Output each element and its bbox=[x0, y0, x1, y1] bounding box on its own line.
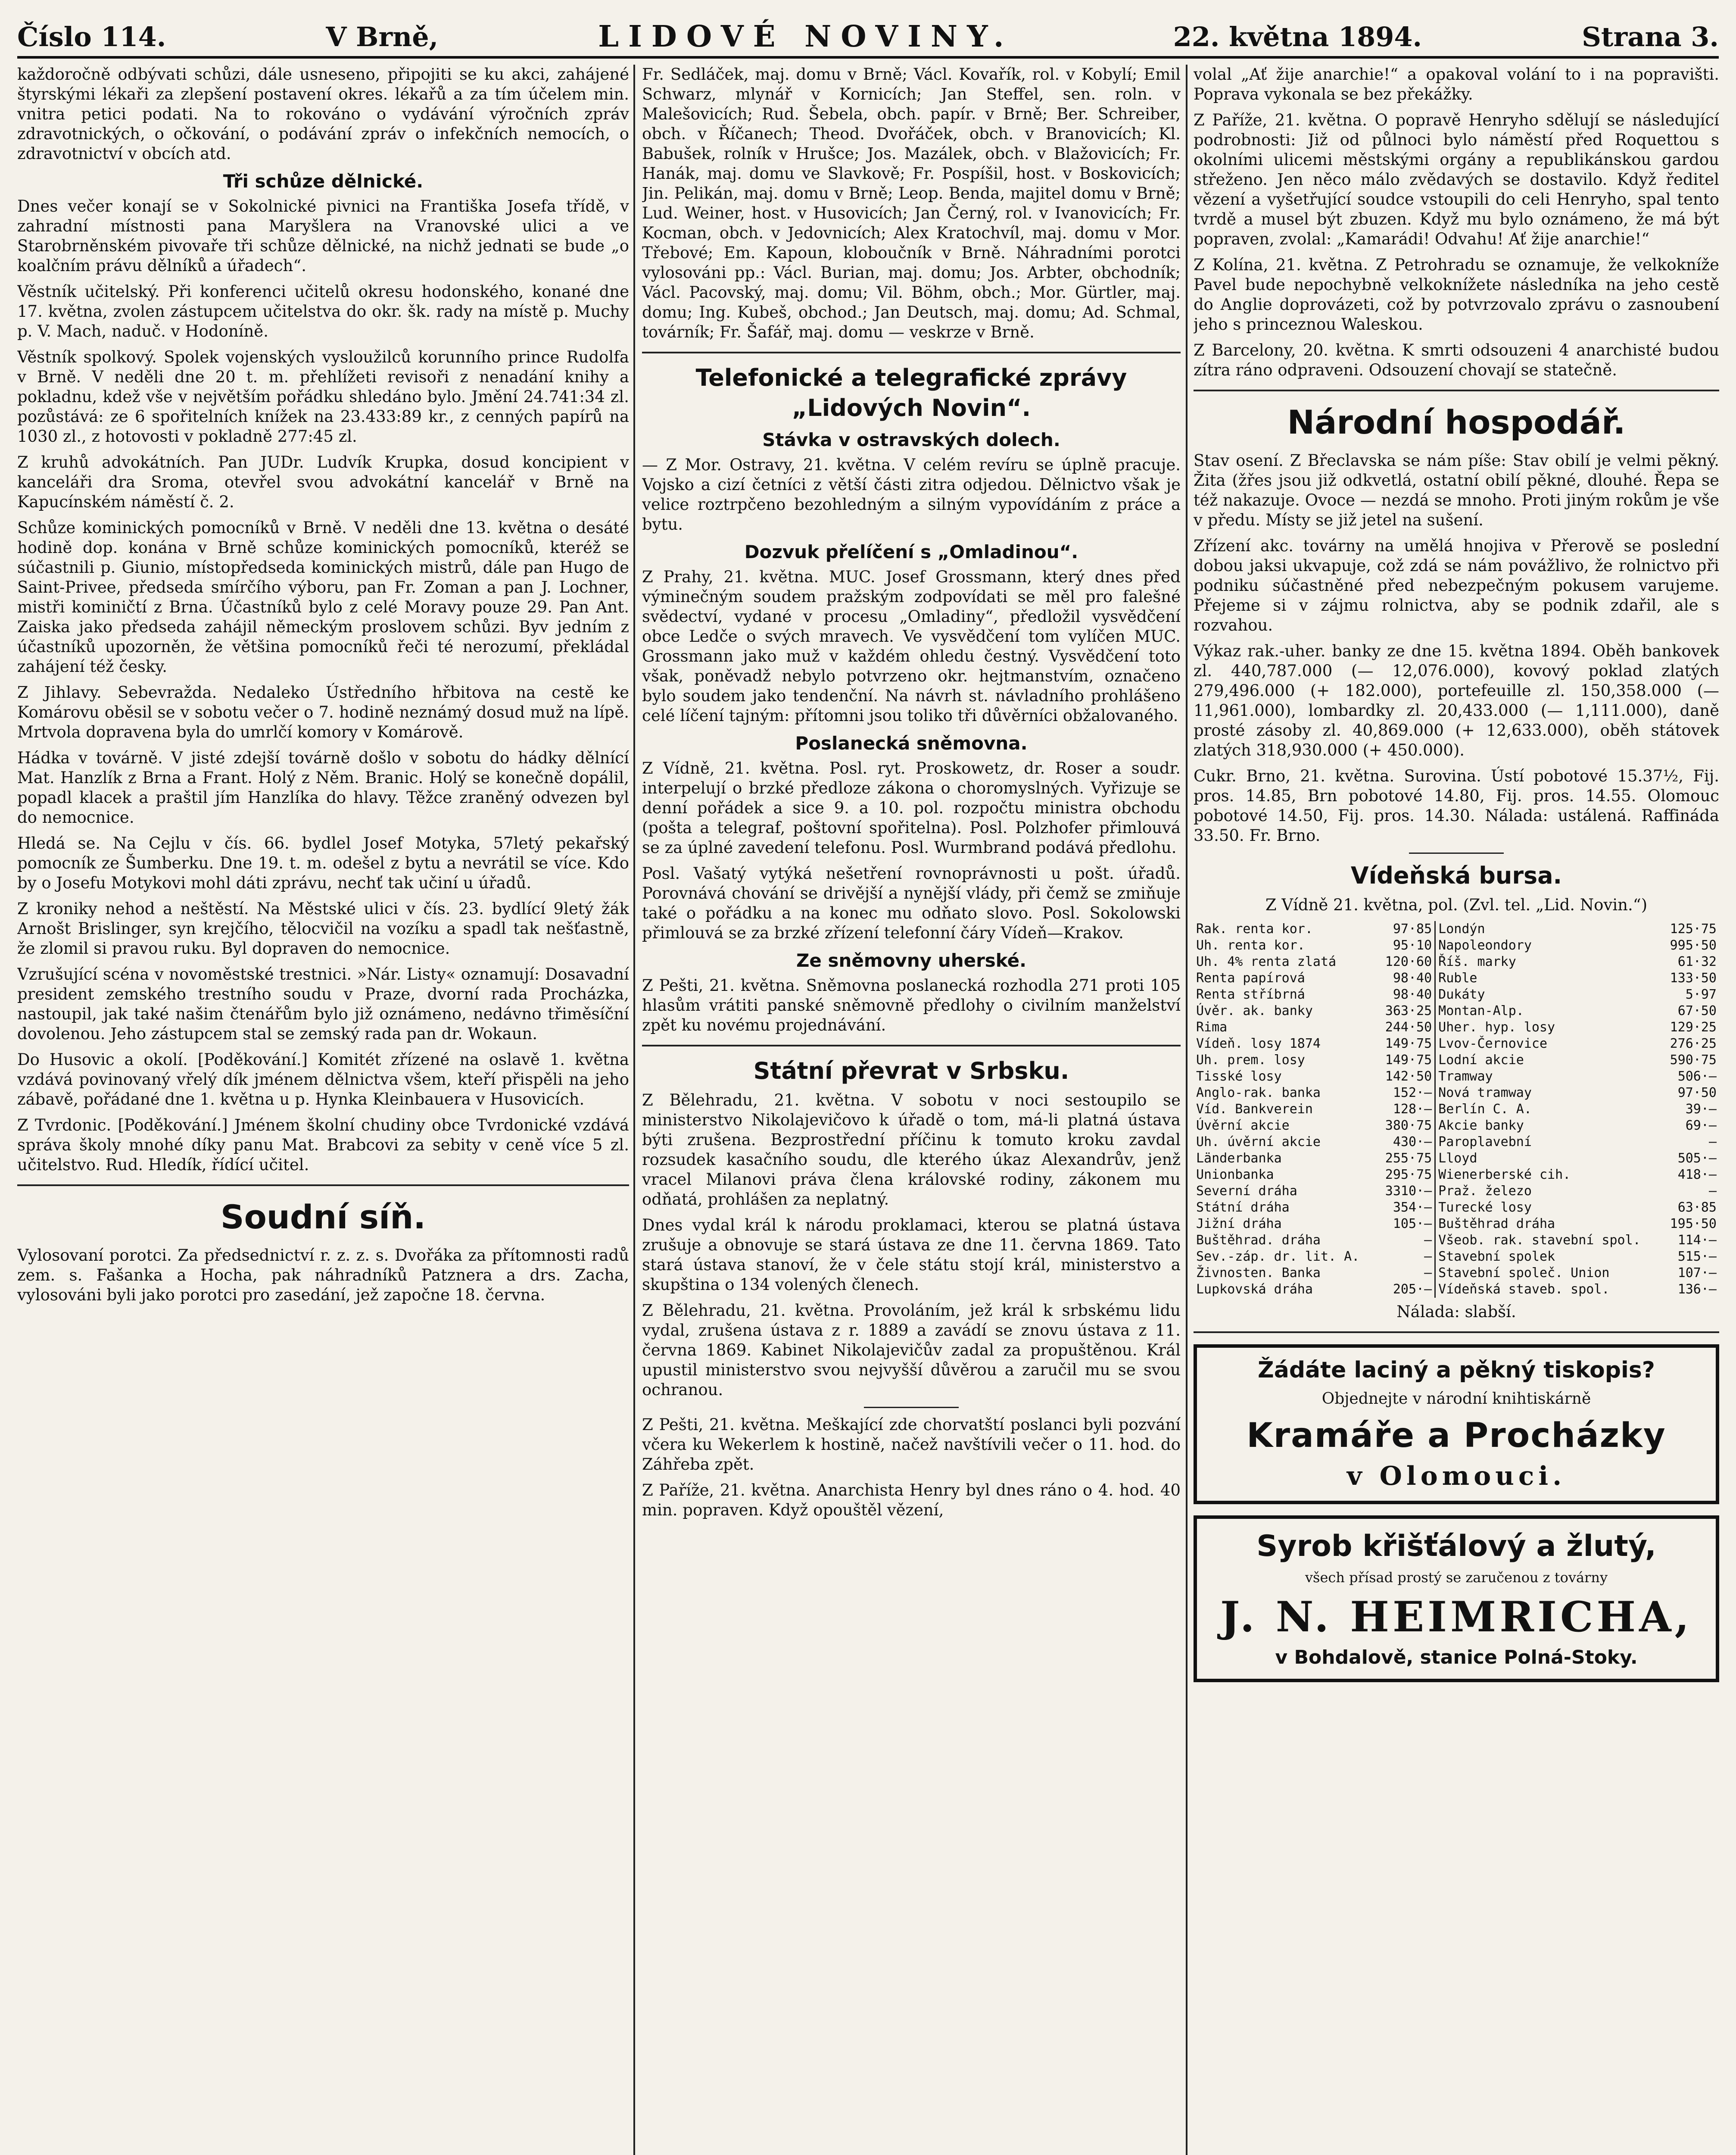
ad-headline: Syrob křišťálový a žlutý, bbox=[1256, 1529, 1656, 1563]
header-city: V Brně, bbox=[326, 21, 439, 53]
bursa-security: Víd. Bankverein bbox=[1196, 1102, 1313, 1117]
article-paragraph: Dnes vydal král k národu proklamaci, kterou se platná ústava zrušuje a obnovuje se stará ústava ze dne 11. června 1869. Tato stará ústava stanoví, že v čele státu stojí král, ministerstvo a skupština o 134 volených členech. bbox=[642, 1216, 1181, 1294]
bursa-price: 195·50 bbox=[1670, 1216, 1717, 1231]
bursa-security: Länderbanka bbox=[1196, 1151, 1282, 1166]
bursa-price: 142·50 bbox=[1378, 1068, 1435, 1085]
bursa-security: Buštěhrad dráha bbox=[1438, 1216, 1555, 1231]
ad-headline: Žádáte laciný a pěkný tiskopis? bbox=[1258, 1357, 1655, 1383]
bursa-security: Akcie banky bbox=[1438, 1118, 1524, 1133]
bursa-row bbox=[1194, 1265, 1719, 1281]
bursa-row bbox=[1194, 1118, 1719, 1134]
bursa-security: Renta stříbrná bbox=[1196, 987, 1305, 1002]
bursa-security: Tramway bbox=[1438, 1069, 1493, 1084]
article-paragraph: každoročně odbývati schůzi, dále usneseno, připojiti se ku akci, zahájené štyrskými lékaři za zlepšení postavení okres. lékařů a za tím účelem min. vnitra petici podati. Na to rokováno o vydávání výročních zpráv zdravotnických, o očkování, o podávání zpráv o infekčních nemocích, o zdravotnictví v obcích atd. bbox=[17, 65, 629, 163]
bursa-security: Nová tramway bbox=[1438, 1085, 1532, 1100]
bursa-security: Úvěrní akcie bbox=[1196, 1118, 1290, 1133]
bursa-row bbox=[1194, 1150, 1719, 1167]
ad-location: v Olomouci. bbox=[1346, 1461, 1566, 1491]
bursa-row bbox=[1194, 1199, 1719, 1216]
issue-date: 22. května 1894. bbox=[1173, 21, 1422, 53]
bursa-price: 128·— bbox=[1378, 1101, 1435, 1118]
bursa-security: Lupkovská dráha bbox=[1196, 1282, 1313, 1297]
bursa-price: 506·— bbox=[1677, 1069, 1717, 1084]
bursa-security: Renta papírová bbox=[1196, 971, 1305, 986]
article-paragraph: Z Prahy, 21. května. MUC. Josef Grossmann, který dnes před výminečným soudem pražským zodpovídati se měl pro falešné svědectví, vydané v procesu „Omladiny“, předložil vysvědčení obce Ledče o svých mravech. Ve vysvědčení tom vylíčen MUC. Grossmann jako muž v každém ohledu čestný. Vysvědčení toto však, poněvadž nebylo potvrzeno okr. hejtmanstvím, označeno bylo soudem jako tendenční. Na návrh st. návladního prohlášeno celé líčení tajným: přítomni jsou toliko tři důvěrníci obžalovaného. bbox=[642, 568, 1181, 725]
article-paragraph: — Z Mor. Ostravy, 21. května. V celém revíru se úplně pracuje. Vojsko a cizí četníci z větší části zitra odjedou. Dělnictvo však je velice roztrpčeno bezohledným a silným vypovídáním z práce a bytu. bbox=[642, 456, 1181, 534]
bursa-row bbox=[1194, 1068, 1719, 1085]
bursa-price: — bbox=[1708, 1184, 1717, 1199]
article-paragraph: Věstník učitelský. Při konferenci učitelů okresu hodonského, konané dne 17. května, zvolen zástupcem učitelstva do okr. šk. rady na místě p. Muchy p. V. Mach, naduč. v Hodoníně. bbox=[17, 282, 629, 340]
divider bbox=[642, 352, 1181, 353]
bursa-row bbox=[1194, 1019, 1719, 1036]
article-paragraph: Z Barcelony, 20. května. K smrti odsouzeni 4 anarchisté budou zítra ráno odpraveni. Odsouzení chovají se statečně. bbox=[1194, 341, 1719, 379]
bursa-price: 380·75 bbox=[1378, 1118, 1435, 1134]
article-paragraph: Do Husovic a okolí. [Poděkování.] Komitét zřízené na oslavě 1. května vzdává povinovaný vřelý dík jménem dělnictva všem, kteří přispěli na jeho zábavě, pořádané dne 1. května u p. Hynka Kleinbauera v Husovicích. bbox=[17, 1050, 629, 1109]
bursa-price: 114·— bbox=[1677, 1233, 1717, 1248]
article-paragraph: Z Tvrdonic. [Poděkování.] Jménem školní chudiny obce Tvrdonické vzdává správa školy mnohé díky panu Mat. Brabcovi za sebity v ceně více 5 zl. učitelstvo. Rud. Hledík, řídící učitel. bbox=[17, 1116, 629, 1174]
page-header bbox=[17, 17, 1719, 59]
bursa-security: Turecké losy bbox=[1438, 1200, 1532, 1215]
bursa-security: Vídeňská staveb. spol. bbox=[1438, 1282, 1610, 1297]
article-paragraph: Z Vídně, 21. května. Posl. ryt. Proskowetz, dr. Roser a soudr. interpelují o brzké předloze zákona o choromyslných. Vyřizuje se denní pořádek a sice 9. a 10. pol. rozpočtu ministra obchodu (pošta a telegraf, poštovní spořitelna). Posl. Polzhofer přimlouvá se za úplné zavedení telefonu. Posl. Wurmbrand podává předlohu. bbox=[642, 759, 1181, 857]
section-heading: Telefonické a telegrafické zprávy „Lidových Novin“. bbox=[695, 364, 1127, 422]
bursa-price: 515·— bbox=[1677, 1249, 1717, 1264]
article-paragraph: Z Kolína, 21. května. Z Petrohradu se oznamuje, že velkokníže Pavel bude nepochybně velkoknížete následníka na jeho cestě do Anglie doprovázeti, což by potvrzovalo zprávu o zasnoubení jeho s princeznou Waleskou. bbox=[1194, 256, 1719, 334]
subheading: Poslanecká sněmovna. bbox=[795, 733, 1028, 754]
bursa-price: 3310·— bbox=[1378, 1183, 1435, 1199]
article-paragraph: Schůze kominických pomocníků v Brně. V neděli dne 13. května o desáté hodině dop. konána v Brně schůze kominických pomocníků, kteréž se súčastnili p. Giunio, místopředseda kominických mistrů, dále pan Hugo de Saint-Privee, předseda smírčího výboru, pan Fr. Zoman a pan J. Lochner, mistři kominičtí z Brna. Účastníků bylo z celé Moravy pouze 29. Pan Ant. Zaiska jako předseda zahájil německým proslovem schůzi. Byv jedním z účastníků upozorněn, že většina pomocníků řeči té nerozumí, překládal zahájení též česky. bbox=[17, 518, 629, 676]
bursa-security: Dukáty bbox=[1438, 987, 1485, 1002]
article-paragraph: volal „Ať žije anarchie!“ a opakoval volání to i na popravišti. Poprava vykonala se bez překážky. bbox=[1194, 65, 1719, 103]
bursa-price: 149·75 bbox=[1378, 1036, 1435, 1052]
bursa-security: Živnosten. Banka bbox=[1196, 1265, 1321, 1281]
bursa-price: 136·— bbox=[1677, 1282, 1717, 1297]
bursa-row bbox=[1194, 1052, 1719, 1068]
masthead-title: LIDOVÉ NOVINY. bbox=[598, 19, 1013, 54]
divider bbox=[1194, 390, 1719, 391]
bursa-price: 244·50 bbox=[1378, 1019, 1435, 1036]
bursa-security: Tisské losy bbox=[1196, 1069, 1282, 1084]
bursa-row bbox=[1194, 954, 1719, 970]
bursa-row bbox=[1194, 1036, 1719, 1052]
bursa-security: Sev.-záp. dr. lit. A. bbox=[1196, 1249, 1360, 1264]
section-heading: Státní převrat v Srbsku. bbox=[753, 1057, 1069, 1084]
article-paragraph: Výkaz rak.-uher. banky ze dne 15. května 1894. Oběh bankovek zl. 440,787.000 (— 12,076.000), kovový poklad zlatých 279,496.000 (+ 182.000), portefeuille zl. 150,358.000 (— 11,961.000), lombardky zl. 20,433.000 (— 1,111.000), daně prosté zásoby zl. 40,869.000 (+ 12,633.000), oběh státovek zlatých 318,930.000 (+ 450.000). bbox=[1194, 642, 1719, 759]
bursa-row bbox=[1194, 1167, 1719, 1183]
issue-number: Číslo 114. bbox=[17, 21, 166, 53]
ad-location: v Bohdalově, stanice Polná-Stoky. bbox=[1275, 1646, 1638, 1668]
ad-company: Kramáře a Procházky bbox=[1247, 1416, 1666, 1455]
bursa-price: 149·75 bbox=[1378, 1052, 1435, 1068]
bursa-price: 105·— bbox=[1378, 1216, 1435, 1232]
article-paragraph: Vylosovaní porotci. Za předsednictví r. z. z. s. Dvořáka za přítomnosti radů zem. s. Fašanka a Hocha, pak náhradníků Patznera a drs. Zacha, vylosováni byli jako porotci pro zasedání, jež započne 18. června. bbox=[17, 1246, 629, 1304]
bursa-price: 205·— bbox=[1378, 1281, 1435, 1298]
bursa-security: Uh. 4% renta zlatá bbox=[1196, 954, 1337, 969]
divider bbox=[1194, 1331, 1719, 1333]
article-paragraph: Zřízení akc. továrny na umělá hnojiva v Přerově se poslední dobou jaksi ukvapuje, což zdá se nám povážlivo, že rolnictvo při podniku súčastněné před nebezpečným pokusem varujeme. Přejeme si v zájmu rolnictva, aby se podnik zdařil, ale s rozvahou. bbox=[1194, 537, 1719, 634]
bursa-price: 152·— bbox=[1378, 1085, 1435, 1101]
bursa-price: 69·— bbox=[1685, 1118, 1717, 1133]
bursa-price: 505·— bbox=[1677, 1151, 1717, 1166]
bursa-row bbox=[1194, 937, 1719, 954]
bursa-row bbox=[1194, 1216, 1719, 1232]
advertisement-print-shop bbox=[1194, 1344, 1719, 1504]
bursa-price: 61·32 bbox=[1677, 954, 1717, 969]
bursa-price: — bbox=[1378, 1249, 1435, 1265]
article-paragraph: Posl. Vašatý vytýká nešetření rovnoprávnosti u pošt. úřadů. Porovnává chování se drivější a nynější vlády, při čemž se zmiňuje také o pořádku a na konec mu odňato slovo. Posl. Sokolowski přimlouvá se za brzké zřízení telefonní čáry Vídeň—Krakov. bbox=[642, 864, 1181, 942]
bursa-table bbox=[1194, 921, 1719, 1298]
bursa-row bbox=[1194, 987, 1719, 1003]
bursa-row bbox=[1194, 970, 1719, 987]
bursa-price: 98·40 bbox=[1378, 970, 1435, 987]
article-paragraph: Z Bělehradu, 21. května. Provoláním, jež král k srbskému lidu vydal, zrušena ústava z r. 1889 a zavádí se znovu ústava z 11. června 1869. Kabinet Nikolajevičův zadal za propuštěnou. Král upustil ministerstvo svou nejvyšší důvěrou a zaručil mu se svou ochranou. bbox=[642, 1301, 1181, 1399]
bursa-security: Paroplavební bbox=[1438, 1134, 1532, 1149]
advertisement-syrup bbox=[1194, 1515, 1719, 1682]
article-paragraph: Z Paříže, 21. května. Anarchista Henry byl dnes ráno o 4. hod. 40 min. popraven. Když opouštěl vězení, bbox=[642, 1481, 1181, 1519]
article-paragraph: Věstník spolkový. Spolek vojenských vysloužilců korunního prince Rudolfa v Brně. V neděli dne 20 t. m. přehlížeti revisoři z nenadání knihy a pokladnu, kdež vše v největším pořádku shledáno bylo. Jmění 24.741:34 zl. pozůstává: ze 6 spořitelních knížek na 23.433:89 kr., z cenných papírů na 1030 zl., z hotovosti v pokladně 277:45 zl. bbox=[17, 348, 629, 446]
article-paragraph: Z kruhů advokátních. Pan JUDr. Ludvík Krupka, dosud koncipient v kanceláři dra Sroma, otevřel svou advokátní kancelář v Brně na Kapucínském náměstí č. 2. bbox=[17, 453, 629, 511]
section-heading: Národní hospodář. bbox=[1287, 403, 1626, 441]
bursa-security: Lodní akcie bbox=[1438, 1053, 1524, 1068]
bursa-row bbox=[1194, 1232, 1719, 1249]
article-paragraph: Fr. Sedláček, maj. domu v Brně; Václ. Kovařík, rol. v Kobylí; Emil Schwarz, mlynář v Kornicích; Jan Steffel, sen. roln. v Malešovicích; Rud. Šebela, obch. papír. v Brně; Ber. Schreiber, obch. v Říčanech; Theod. Dvořáček, obch. v Branovicích; Kl. Babušek, rolník v Hrušce; Jos. Mazálek, obch. v Blažovicích; Fr. Hanák, maj. domu ve Slavkově; Fr. Pospíšil, host. v Boskovicích; Jin. Pelikán, maj. domu v Brně; Leop. Benda, majitel domu v Brně; Lud. Weiner, host. v Husovicích; Jan Černý, rol. v Ivanovicích; Fr. Kocman, obch. v Jedovnicích; Alex Kratochvíl, maj. domu v Mor. Třebové; Em. Kapoun, kloboučník v Brně. Náhradními porotci vylosováni pp.: Václ. Burian, maj. domu; Jos. Arbter, obchodník; Václ. Pacovský, maj. domu; Vil. Böhm, obch.; Mor. Gürtler, maj. domu; Ing. Kubeš, obchod.; Jan Deutsch, maj. domu; Ad. Schmal, továrník; Fr. Šafář, maj. domu — veskrze v Brně. bbox=[642, 65, 1181, 341]
short-divider bbox=[1409, 853, 1504, 854]
divider bbox=[642, 1045, 1181, 1046]
bursa-price: 120·60 bbox=[1378, 954, 1435, 970]
bursa-row bbox=[1194, 1249, 1719, 1265]
divider bbox=[17, 1184, 629, 1186]
bursa-security: Stavební spolek bbox=[1438, 1249, 1555, 1264]
bursa-price: 133·50 bbox=[1670, 971, 1717, 986]
bursa-security: Severní dráha bbox=[1196, 1184, 1297, 1199]
article-paragraph: Dnes večer konají se v Sokolnické pivnici na Františka Josefa třídě, v zahradní místnosti pana Maryšlera na Vranovské ulici a ve Starobrněnském pivovaře tři schůze dělnické, na nichž jednati se bude „o koalčním právu dělníků a úřadech“. bbox=[17, 197, 629, 275]
bursa-security: Říš. marky bbox=[1438, 954, 1516, 969]
bursa-row bbox=[1194, 1134, 1719, 1150]
column-rule-1 bbox=[633, 65, 635, 2155]
bursa-price: 363·25 bbox=[1378, 1003, 1435, 1019]
bursa-security: Všeob. rak. stavební spol. bbox=[1438, 1233, 1641, 1248]
bursa-security: Anglo-rak. banka bbox=[1196, 1085, 1321, 1100]
bursa-security: Praž. železo bbox=[1438, 1184, 1532, 1199]
bursa-mood: Nálada: slabší. bbox=[1396, 1302, 1516, 1321]
ad-text: Objednejte v národní knihtiskárně bbox=[1321, 1390, 1591, 1408]
bursa-security: Rak. renta kor. bbox=[1196, 921, 1313, 937]
bursa-security: Uh. renta kor. bbox=[1196, 938, 1305, 953]
article-paragraph: Z Bělehradu, 21. května. V sobotu v noci sestoupilo se ministerstvo Nikolajevičovo k úřadě o tom, má-li platná ústava býti zrušena. Bezprostřední příčinu k tomuto kroku zavdal rozsudek kasačního soudu, dle kterého úkaz Alexandrův, jenž vracel Milanovi práva člena královské rodiny, zákonem mu odňatá, prohlášen za neplatný. bbox=[642, 1091, 1181, 1209]
bursa-price: 125·75 bbox=[1670, 921, 1717, 937]
bursa-row bbox=[1194, 1085, 1719, 1101]
bursa-security: Montan-Alp. bbox=[1438, 1003, 1524, 1018]
bursa-price: 63·85 bbox=[1677, 1200, 1717, 1215]
bursa-security: Uher. hyp. losy bbox=[1438, 1020, 1555, 1035]
bursa-price: 97·85 bbox=[1378, 921, 1435, 937]
column-rule-2 bbox=[1186, 65, 1187, 2155]
short-divider bbox=[864, 1407, 959, 1408]
bursa-price: 430·— bbox=[1378, 1134, 1435, 1150]
bursa-security: Napoleondory bbox=[1438, 938, 1532, 953]
article-paragraph: Stav osení. Z Břeclavska se nám píše: Stav obilí je velmi pěkný. Žita (žřes jsou již odkvetlá, ostatní obilí pěkné, dlouhé. Řepa se též nakazuje. Ovoce — nezdá se mnoho. Proti jiným rokům je vše v předu. Místy se již jetel na sušení. bbox=[1194, 451, 1719, 529]
bursa-row bbox=[1194, 1003, 1719, 1019]
bursa-price: 129·25 bbox=[1670, 1020, 1717, 1035]
bursa-price: 590·75 bbox=[1670, 1053, 1717, 1068]
bursa-security: Berlín C. A. bbox=[1438, 1102, 1532, 1117]
article-paragraph: Z kroniky nehod a neštěstí. Na Městské ulici v čís. 23. bydlící 9letý žák Arnošt Brislinger, syn krejčího, tělocvičil na vozíku a spadl tak nešťastně, že zlomil si pravou ruku. Byl dopraven do nemocnice. bbox=[17, 899, 629, 958]
bursa-security: Buštěhrad. dráha bbox=[1196, 1233, 1321, 1248]
bursa-price: 5·97 bbox=[1685, 987, 1717, 1002]
bursa-price: 255·75 bbox=[1378, 1150, 1435, 1167]
bursa-security: Rima bbox=[1196, 1020, 1228, 1035]
ad-company: J. N. HEIMRICHA, bbox=[1220, 1593, 1692, 1641]
bursa-price: 354·— bbox=[1378, 1199, 1435, 1216]
article-paragraph: Z Paříže, 21. května. O popravě Henryho sdělují se následující podrobnosti: Již od půlnoci bylo náměstí před Roquettou s okolními ulicemi městskými orgány a republikánskou gardou střeženo. Jen něco málo zvědavých se dostavilo. Když ředitel vězení a vyšetřující soudce vstoupili do celi Henryho, spal tento tvrdě a musel být zbuzen. Když mu bylo oznámeno, že má být popraven, zvolal: „Kamarádi! Odvahu! Ať žije anarchie!“ bbox=[1194, 111, 1719, 248]
bursa-price: 39·— bbox=[1685, 1102, 1717, 1117]
bursa-security: Lloyd bbox=[1438, 1151, 1477, 1166]
section-heading: Soudní síň. bbox=[220, 1198, 426, 1236]
bursa-price: 107·— bbox=[1677, 1265, 1717, 1281]
bursa-row bbox=[1194, 1183, 1719, 1199]
column-3 bbox=[1194, 65, 1719, 2155]
bursa-price: 98·40 bbox=[1378, 987, 1435, 1003]
subheading: Stávka v ostravských dolech. bbox=[762, 429, 1060, 450]
bursa-subtitle: Z Vídně 21. května, pol. (Zvl. tel. „Lid. Novin.“) bbox=[1265, 896, 1648, 914]
bursa-price: 995·50 bbox=[1670, 938, 1717, 953]
bursa-price: — bbox=[1378, 1232, 1435, 1249]
section-heading: Tři schůze dělnické. bbox=[223, 171, 424, 192]
ad-text: všech přísad prostý se zaručenou z továrny bbox=[1305, 1569, 1608, 1586]
bursa-security: Londýn bbox=[1438, 921, 1485, 937]
section-heading: Vídeňská bursa. bbox=[1350, 862, 1562, 889]
bursa-price: 95·10 bbox=[1378, 937, 1435, 954]
bursa-security: Vídeň. losy 1874 bbox=[1196, 1036, 1321, 1051]
bursa-security: Lvov-Černovice bbox=[1438, 1036, 1548, 1051]
column-2 bbox=[642, 65, 1181, 2155]
article-paragraph: Z Jihlavy. Sebevražda. Nedaleko Ústředního hřbitova na cestě ke Komárovu oběsil se v sobotu večer o 7. hodině neznámý dosud muž na lípě. Mrtvola dopravena byla do umrlčí komory v Komárově. bbox=[17, 683, 629, 741]
article-paragraph: Vzrušující scéna v novoměstské trestnici. »Nár. Listy« oznamují: Dosavadní president zemského trestního soudu v Praze, dvorní rada Procházka, nastoupil, jak také našim čtenářům bylo již oznámeno, nedávno třiměsíční dovolenou. Jeho zástupcem stal se zemský rada pan dr. Wokaun. bbox=[17, 965, 629, 1043]
article-paragraph: Hledá se. Na Cejlu v čís. 66. bydlel Josef Motyka, 57letý pekařský pomocník ze Šumberku. Dne 19. t. m. odešel z bytu a nevrátil se více. Kdo by o Josefu Motykovi mohl dáti zprávu, nechť tak učiní u úřadů. bbox=[17, 834, 629, 892]
subheading: Dozvuk přelíčení s „Omladinou“. bbox=[744, 541, 1078, 562]
bursa-security: Uh. úvěrní akcie bbox=[1196, 1134, 1321, 1149]
bursa-security: Unionbanka bbox=[1196, 1167, 1274, 1182]
bursa-row bbox=[1194, 1101, 1719, 1118]
bursa-security: Jižní dráha bbox=[1196, 1216, 1282, 1231]
bursa-row bbox=[1194, 921, 1719, 937]
bursa-security: Uh. prem. losy bbox=[1196, 1053, 1305, 1068]
bursa-price: 97·50 bbox=[1677, 1085, 1717, 1100]
column-1 bbox=[17, 65, 629, 2155]
bursa-price: — bbox=[1708, 1134, 1717, 1149]
bursa-security: Úvěr. ak. banky bbox=[1196, 1003, 1313, 1018]
bursa-row bbox=[1194, 1281, 1719, 1298]
bursa-price: 418·— bbox=[1677, 1167, 1717, 1182]
bursa-price: 67·50 bbox=[1677, 1003, 1717, 1018]
bursa-security: Ruble bbox=[1438, 971, 1477, 986]
bursa-security: Wienerberské cih. bbox=[1438, 1167, 1571, 1182]
article-paragraph: Cukr. Brno, 21. května. Surovina. Ústí pobotové 15.37½, Fij. pros. 14.85, Brn pobotové 14.80, Fij. pros. 14.55. Olomouc pobotové 14.50, Fij. pros. 14.30. Nálada: ustálená. Raffináda 33.50. Fr. Brno. bbox=[1194, 767, 1719, 845]
bursa-security: Stavební společ. Union bbox=[1438, 1265, 1610, 1281]
page-number: Strana 3. bbox=[1582, 21, 1719, 53]
bursa-security: Státní dráha bbox=[1196, 1200, 1290, 1215]
bursa-price: 295·75 bbox=[1378, 1167, 1435, 1183]
subheading: Ze sněmovny uherské. bbox=[796, 950, 1027, 971]
article-paragraph: Z Pešti, 21. května. Sněmovna poslanecká rozhodla 271 proti 105 hlasům vrátiti panské sněmovně předlohy o civilním manželství zpět ku novému projednávání. bbox=[642, 976, 1181, 1034]
bursa-price: 276·25 bbox=[1670, 1036, 1717, 1051]
article-paragraph: Z Pešti, 21. května. Meškající zde chorvatští poslanci byli pozvání včera ku Wekerlem k hostině, načež navštívili večer o 11. hod. do Záhřeba zpět. bbox=[642, 1415, 1181, 1474]
article-paragraph: Hádka v továrně. V jisté zdejší továrně došlo v sobotu do hádky dělnící Mat. Hanzlík z Brna a Frant. Holý z Něm. Branic. Holý se konečně dopálil, popadl klacek a praštil jím Hanzlíka do hlavy. Těžce zraněný odvezen byl do nemocnice. bbox=[17, 749, 629, 827]
bursa-price: — bbox=[1378, 1265, 1435, 1281]
